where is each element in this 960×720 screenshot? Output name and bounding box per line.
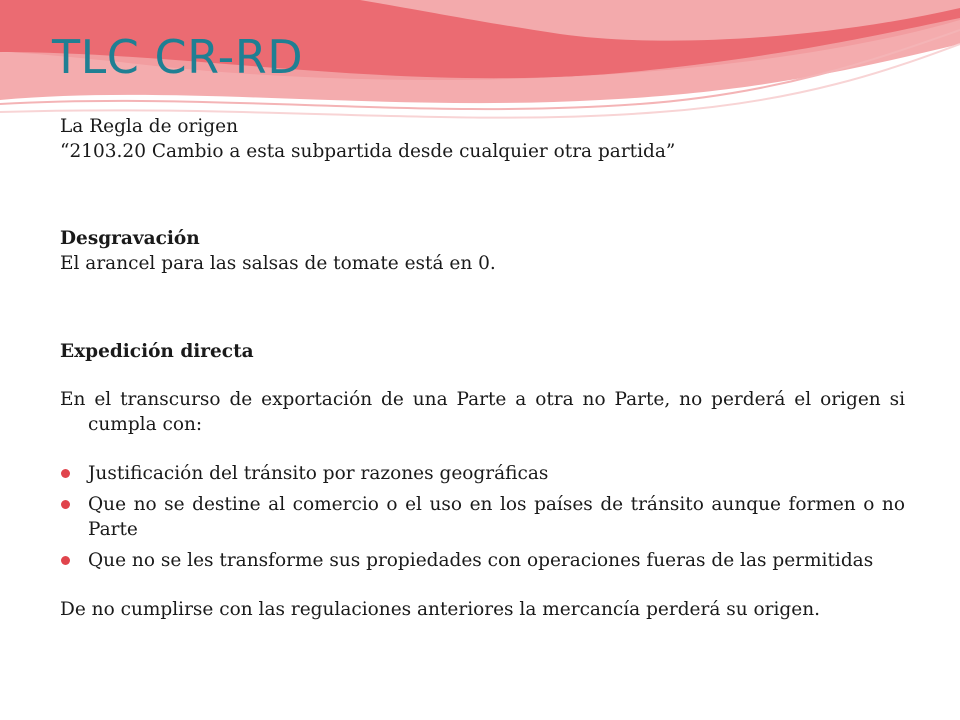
rule-heading: La Regla de origen — [60, 116, 239, 137]
list-item-text: Justificación del tránsito por razones geográficas — [88, 463, 549, 484]
rule-text: “2103.20 Cambio a esta subpartida desde cualquier otra partida” — [60, 141, 676, 162]
expedicion-intro: En el transcurso de exportación de una Parte a otra no Parte, no perderá el origen si cumpla con: — [60, 389, 905, 435]
bullet-dot-icon — [61, 556, 70, 565]
bullet-dot-icon — [61, 469, 70, 478]
list-item-text: Que no se destine al comercio o el uso en los países de tránsito aunque formen o no Parte — [88, 494, 905, 540]
bullet-dot-icon — [61, 500, 70, 509]
desgravacion-heading: Desgravación — [60, 228, 200, 249]
desgravacion-text: El arancel para las salsas de tomate está en 0. — [60, 253, 496, 274]
expedicion-conclusion: De no cumplirse con las regulaciones anteriores la mercancía perderá su origen. — [60, 599, 821, 620]
list-item — [60, 548, 905, 573]
requirements-list — [60, 461, 905, 573]
slide-body — [60, 114, 905, 622]
expedicion-heading: Expedición directa — [60, 341, 254, 362]
list-item — [60, 461, 905, 486]
slide-title: TLC CR-RD — [52, 30, 304, 84]
list-item-text: Que no se les transforme sus propiedades con operaciones fueras de las permitidas — [88, 550, 874, 571]
list-item — [60, 492, 905, 542]
